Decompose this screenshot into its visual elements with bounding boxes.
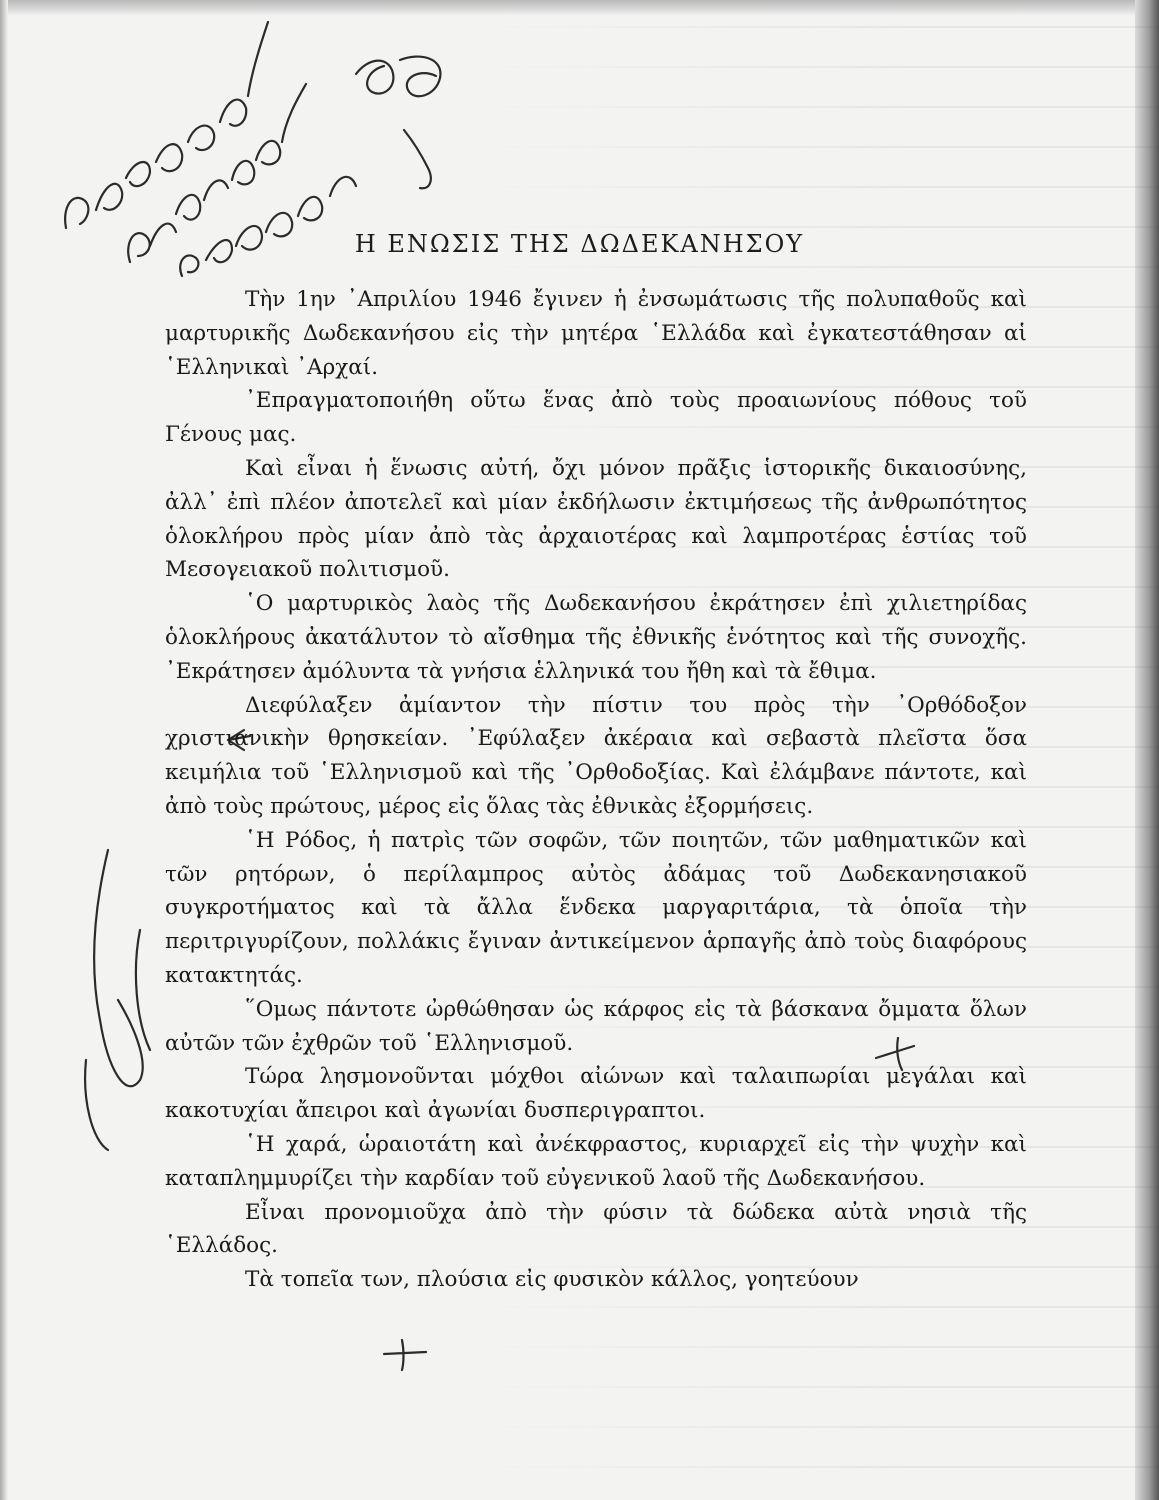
paragraph: ᾿Επραγματοποιήθη οὕτω ἕνας ἀπὸ τοὺς προαιωνίους πόθους τοῦ Γένους μας.: [165, 388, 1027, 448]
page-title: Η ΕΝΩΣΙΣ ΤΗΣ ΔΩΔΕΚΑΝΗΣΟΥ: [354, 230, 805, 258]
paragraph: Τὴν 1ην ᾿Απριλίου 1946 ἔγινεν ἡ ἐνσωμάτωσις τῆς πολυπαθοῦς καὶ μαρτυρικῆς Δωδεκανήσου εἰς τὴν μητέρα ῾Ελλάδα καὶ ἐγκατεστάθησαν αἱ ῾Ελληνικαὶ ᾿Αρχαί.: [165, 287, 1027, 380]
paragraph: ῾Η Ρόδος, ἡ πατρὶς τῶν σοφῶν, τῶν ποιητῶν, τῶν μαθηματικῶν καὶ τῶν ρητόρων, ὁ περίλαμπρος αὐτὸς ἀδάμας τοῦ Δωδεκανησιακοῦ συγκροτήματος καὶ τὰ ἄλλα ἕνδεκα μαργαριτάρια, τὰ ὁποῖα τὴν περιτριγυρίζουν, πολλάκις ἔγιναν ἀντικείμενον ἁρπαγῆς ἀπὸ τοὺς διαφόρους κατακτητάς.: [165, 827, 1027, 988]
signature-mark: [356, 57, 440, 189]
handwriting-line-1: [65, 22, 268, 228]
paragraph: Εἶναι προνομιοῦχα ἀπὸ τὴν φύσιν τὰ δώδεκα αὐτὰ νησιὰ τῆς ῾Ελλάδος.: [165, 1199, 1027, 1259]
paragraph: Καὶ εἶναι ἡ ἕνωσις αὐτή, ὄχι μόνον πρᾶξις ἱστορικῆς δικαιοσύνης, ἀλλ᾿ ἐπὶ πλέον ἀποτελεῖ καὶ μίαν ἐκδήλωσιν ἐκτιμήσεως τῆς ἀνθρωπότητος ὁλοκλήρου πρὸς μίαν ἀπὸ τὰς ἀρχαιοτέρας καὶ λαμπροτέρας ἑστίας τοῦ Μεσογειακοῦ πολιτισμοῦ.: [165, 455, 1027, 583]
paragraph: ῞Ομως πάντοτε ὠρθώθησαν ὡς κάρφος εἰς τὰ βάσκανα ὄμματα ὅλων αὐτῶν τῶν ἐχθρῶν τοῦ ῾Ελληνισμοῦ.: [165, 996, 1027, 1056]
margin-scrawl: [85, 850, 150, 1150]
article-body: [165, 283, 1027, 1297]
paragraph: ῾Η χαρά, ὡραιοτάτη καὶ ἀνέκφραστος, κυριαρχεῖ εἰς τὴν ψυχὴν καὶ καταπλημμυρίζει τὴν καρδίαν τοῦ εὐγενικοῦ λαοῦ τῆς Δωδεκανήσου.: [165, 1131, 1027, 1191]
paragraph: Τὰ τοπεῖα των, πλούσια εἰς φυσικὸν κάλλος, γοητεύουν: [245, 1267, 859, 1293]
cross-mark-2: [384, 1340, 426, 1370]
paragraph: Τώρα λησμονοῦνται μόχθοι αἰώνων καὶ ταλαιπωρίαι μεγάλαι καὶ κακοτυχίαι ἄπειροι καὶ ἀγωνίαι δυσπεριγραπτοι.: [165, 1064, 1027, 1124]
paragraph: Διεφύλαξεν ἀμίαντον τὴν πίστιν του πρὸς τὴν ᾿Ορθόδοξον χριστιανικὴν θρησκείαν. ᾿Εφύλαξεν ἀκέραια καὶ σεβαστὰ πλεῖστα ὅσα κειμήλια τοῦ ῾Ελληνισμοῦ καὶ τῆς ᾿Ορθοδοξίας. Καὶ ἐλάμβανε πάντοτε, καὶ ἀπὸ τοὺς πρώτους, μέρος εἰς ὅλας τὰς ἐθνικὰς ἐξορμήσεις.: [165, 692, 1027, 819]
paragraph: ῾Ο μαρτυρικὸς λαὸς τῆς Δωδεκανήσου ἐκράτησεν ἐπὶ χιλιετηρίδας ὁλοκλήρους ἀκατάλυτον τὸ αἴσθημα τῆς ἐθνικῆς ἑνότητος καὶ τῆς συνοχῆς. ᾿Εκράτησεν ἀμόλυντα τὰ γνήσια ἑλληνικά του ἤθη καὶ τὰ ἔθιμα.: [165, 591, 1027, 684]
